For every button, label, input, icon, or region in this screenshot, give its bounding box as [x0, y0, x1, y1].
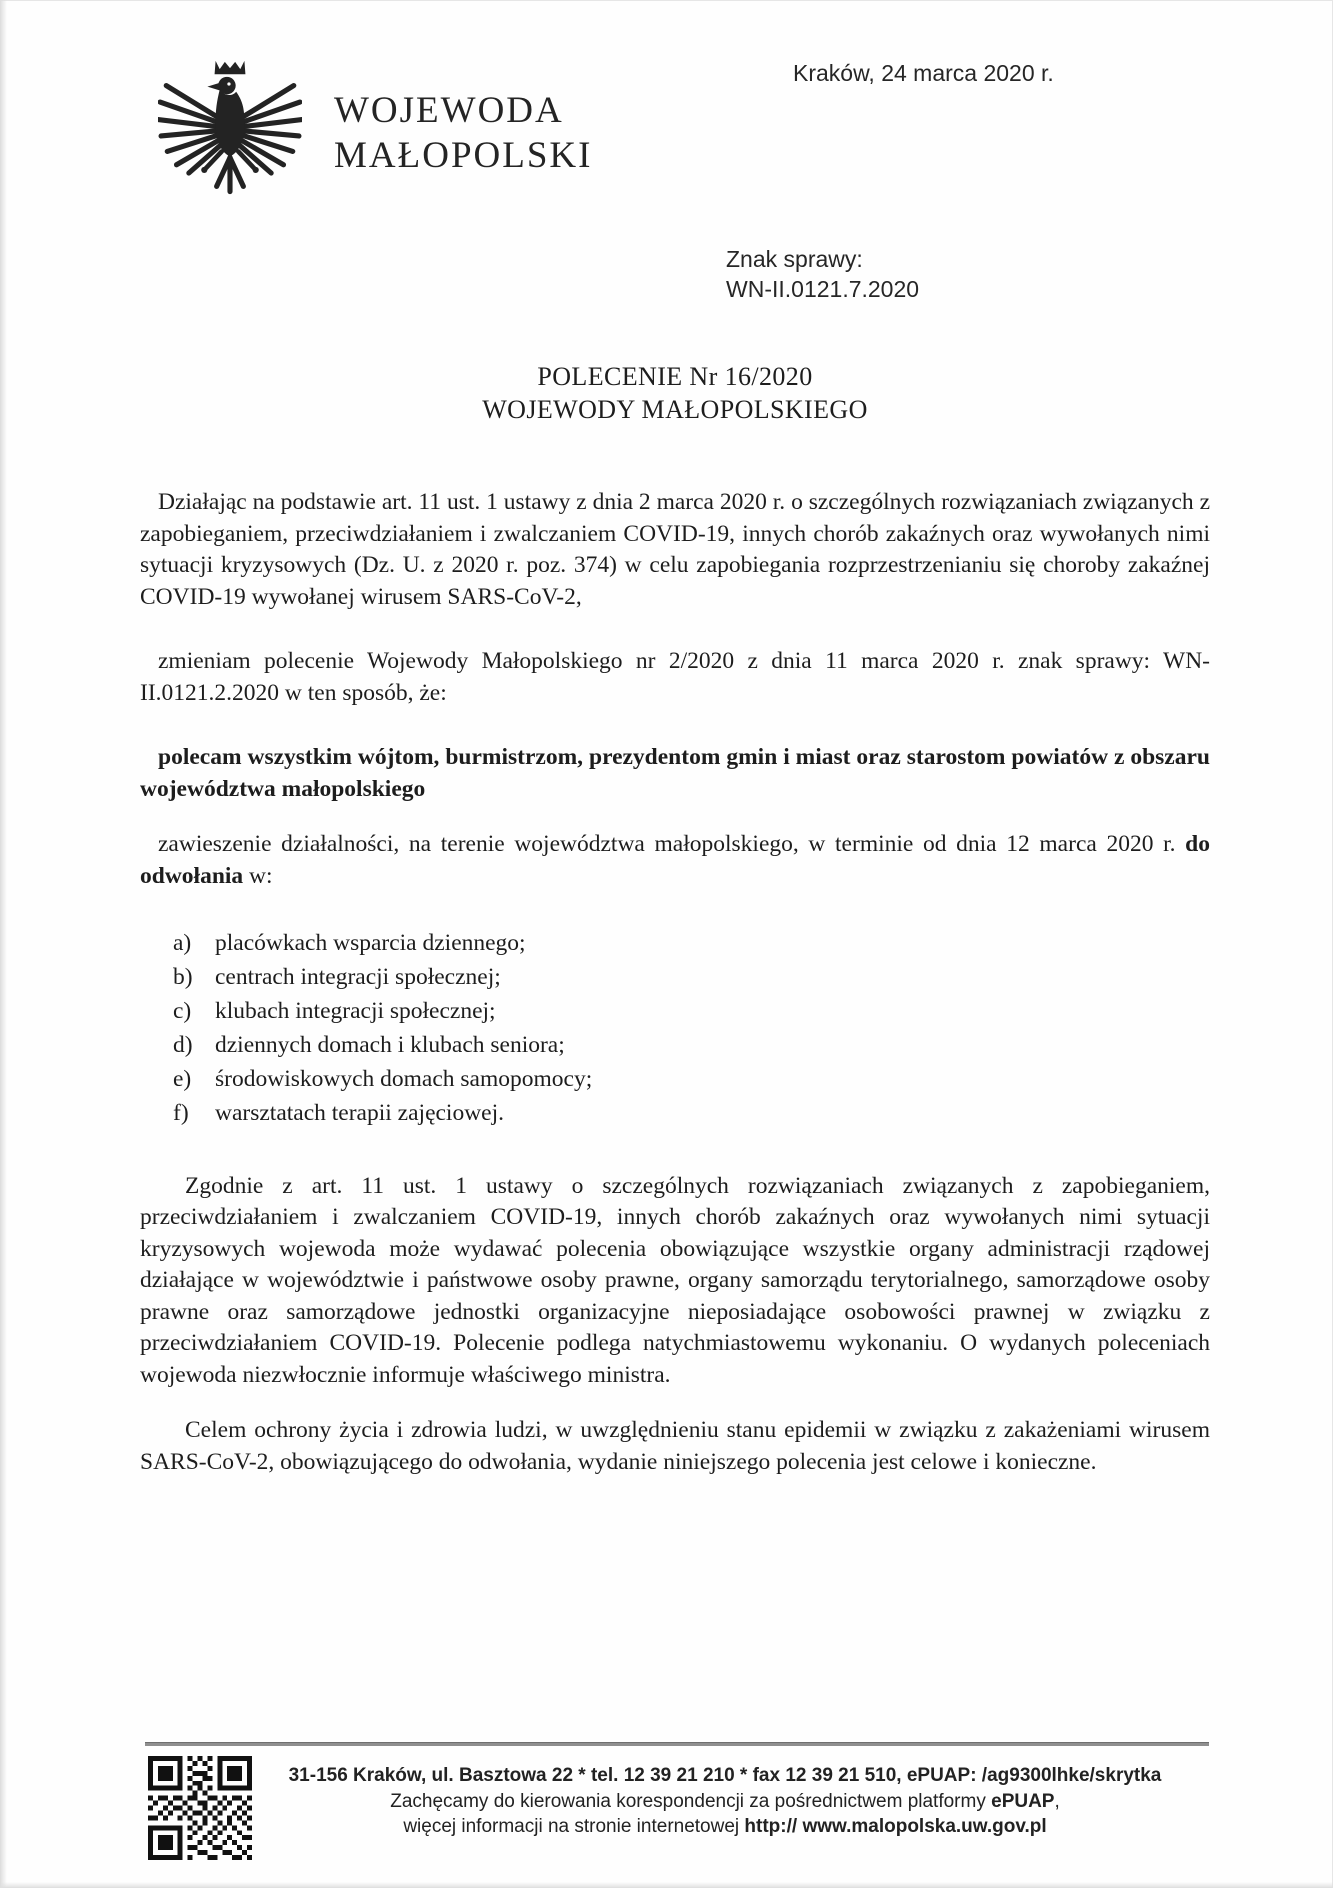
- list-item-marker: e): [173, 1066, 192, 1092]
- list-item: [173, 996, 1210, 1028]
- document-body: [140, 487, 1210, 1478]
- list-item-text: środowiskowych domach samopomocy;: [215, 1066, 593, 1092]
- case-reference-label: Znak sprawy:: [726, 246, 863, 272]
- footer-website-line: [240, 1814, 1210, 1840]
- suspension-until-revoked: do odwołania: [140, 831, 1210, 889]
- paragraph-justification: Celem ochrony życia i zdrowia ludzi, w uwzględnieniu stanu epidemii w związku z zakażeniami wirusem SARS-CoV-2, obowiązującego do odwołania, wydanie niniejszego polecenia jest celowe i konieczne.: [140, 1417, 1210, 1475]
- list-item: [173, 1030, 1210, 1062]
- list-item-text: centrach integracji społecznej;: [215, 964, 501, 990]
- list-item-text: warsztatach terapii zajęciowej.: [215, 1100, 505, 1126]
- list-item-marker: f): [173, 1100, 189, 1126]
- sender-name-line1: WOJEWODA: [334, 90, 564, 131]
- list-item: [173, 962, 1210, 994]
- coat-of-arms-eagle-icon: [158, 52, 302, 222]
- case-reference-number: WN-II.0121.7.2020: [726, 276, 920, 302]
- paragraph-amendment: zmieniam polecenie Wojewody Małopolskiego nr 2/2020 z dnia 11 marca 2020 r. znak sprawy: WN-II.0121.2.2020 w ten sposób, że:: [140, 648, 1210, 706]
- document-title-line2: WOJEWODY MAŁOPOLSKIEGO: [482, 395, 868, 424]
- list-item-marker: c): [173, 998, 192, 1024]
- list-item-text: dziennych domach i klubach seniora;: [215, 1032, 565, 1058]
- list-item-marker: a): [173, 930, 192, 956]
- list-item-text: klubach integracji społecznej;: [215, 998, 496, 1024]
- list-item: [173, 1098, 1210, 1130]
- document-title-line1: POLECENIE Nr 16/2020: [537, 362, 813, 391]
- footer-epuap-line: [240, 1789, 1210, 1815]
- dateline: Kraków, 24 marca 2020 r.: [793, 60, 1054, 86]
- list-item-marker: b): [173, 964, 193, 990]
- footer-website-url: http:// www.malopolska.uw.gov.pl: [744, 1816, 1047, 1837]
- list-item: [173, 1064, 1210, 1096]
- footer-address-line: 31-156 Kraków, ul. Basztowa 22 * tel. 12 39 21 210 * fax 12 39 21 510, ePUAP: /ag9300lhke/skrytka: [288, 1765, 1162, 1786]
- list-item-marker: d): [173, 1032, 193, 1058]
- sender-name-line2: MAŁOPOLSKI: [334, 135, 593, 176]
- qr-code-icon: [148, 1756, 252, 1860]
- list-item-text: placówkach wsparcia dziennego;: [215, 930, 526, 956]
- footer-epuap-comma: ,: [1054, 1790, 1060, 1812]
- paragraph-legal-explanation: Zgodnie z art. 11 ust. 1 ustawy o szczególnych rozwiązaniach związanych z zapobieganiem, przeciwdziałaniem i zwalczaniem COVID-19, innych chorób zakaźnych oraz wywołanych nimi sytuacji kryzysowych wojewoda może wydawać polecenia obowiązujące wszystkie organy administracji rządowej działające w województwie i państwowe osoby prawne, organy samorządu terytorialnego, samorządowe osoby prawne oraz samorządowe jednostki organizacyjne nieposiadające osobowości prawnej w związku z przeciwdziałaniem COVID-19. Polecenie podlega natychmiastowemu wykonaniu. O wydanych poleceniach wojewoda niezwłocznie informuje właściwego ministra.: [140, 1172, 1210, 1388]
- paragraph-order: polecam wszystkim wójtom, burmistrzom, prezydentom gmin i miast oraz starostom powiatów z obszaru województwa małopolskiego: [140, 744, 1210, 802]
- paragraph-suspension: [140, 829, 1210, 892]
- footer-website-text: więcej informacji na stronie internetowej: [403, 1816, 745, 1837]
- suspension-tail: w:: [243, 862, 273, 889]
- case-reference: [726, 244, 919, 304]
- list-item: [173, 928, 1210, 960]
- footer-epuap-text: Zachęcamy do kierowania korespondencji za pośrednictwem platformy: [390, 1790, 992, 1812]
- suspended-facilities-list: [140, 928, 1210, 1130]
- document-title: [140, 360, 1210, 426]
- footer: [240, 1763, 1210, 1840]
- footer-epuap-bold: ePUAP: [991, 1790, 1055, 1812]
- sender-name: [334, 88, 592, 178]
- paragraph-legal-basis: Działając na podstawie art. 11 ust. 1 ustawy z dnia 2 marca 2020 r. o szczególnych rozwiązaniach związanych z zapobieganiem, przeciwdziałaniem i zwalczaniem COVID-19, innych chorób zakaźnych oraz wywołanych nimi sytuacji kryzysowych (Dz. U. z 2020 r. poz. 374) w celu zapobiegania rozprzestrzenianiu się choroby zakaźnej COVID-19 wywołanej wirusem SARS-CoV-2,: [140, 489, 1210, 610]
- suspension-text: zawieszenie działalności, na terenie województwa małopolskiego, w terminie od dnia 12 marca 2020 r.: [158, 831, 1186, 857]
- footer-separator: [145, 1742, 1209, 1746]
